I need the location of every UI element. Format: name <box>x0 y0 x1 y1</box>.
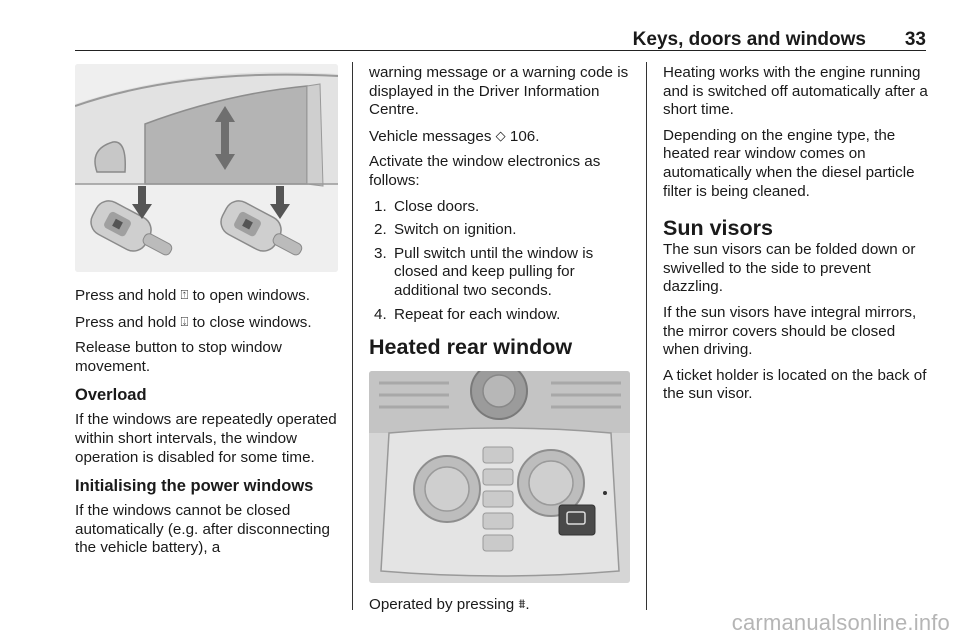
list-item: 4. Repeat for each window. <box>374 305 561 323</box>
sun-visors-heading: Sun visors <box>663 216 773 241</box>
list-item: 3. Pull switch until the window is closed and keep pulling for additional two seconds. <box>374 244 594 299</box>
initialising-heading: Initialising the power windows <box>75 477 314 496</box>
window-key-illustration <box>75 64 338 272</box>
vehicle-messages-ref: Vehicle messages ◇ 106. <box>369 127 540 145</box>
column-right <box>663 64 931 411</box>
column-divider <box>352 62 353 610</box>
heated-rear-window-icon: ⩩ <box>518 596 526 612</box>
climate-panel-illustration <box>369 371 630 583</box>
page-number: 33 <box>904 29 926 50</box>
initialising-text: If the windows cannot be closed automatically (e.g. after disconnecting the vehicle battery), a <box>75 502 330 557</box>
column-left <box>75 64 340 558</box>
overload-text: If the windows are repeatedly operated within short intervals, the window operation is disabled for some time. <box>75 411 337 466</box>
column-middle <box>369 64 634 615</box>
activation-steps <box>369 198 634 325</box>
operated-text: Operated by pressing ⩩. <box>369 596 530 614</box>
list-item: 1. Close doors. <box>374 197 480 215</box>
engine-type-text: Depending on the engine type, the heated rear window comes on automatically when the diesel particle filter is being cleaned. <box>663 126 915 200</box>
activate-intro: Activate the window electronics as follows: <box>369 153 601 189</box>
page-header <box>75 28 926 52</box>
warning-continuation: warning message or a warning code is displayed in the Driver Information Centre. <box>369 64 629 119</box>
column-divider <box>646 62 647 610</box>
heating-text: Heating works with the engine running and is switched off automatically after a short time. <box>663 64 928 119</box>
list-item: 2. Switch on ignition. <box>374 221 517 239</box>
sun-visors-text: The sun visors can be folded down or swivelled to the side to prevent dazzling. <box>663 241 916 296</box>
open-instruction: Press and hold ⍐ to open windows. <box>75 287 310 304</box>
window-open-icon: ⍐ <box>180 287 189 302</box>
page-reference-icon: ◇ <box>495 127 506 143</box>
window-close-icon: ⍗ <box>180 313 189 329</box>
overload-heading: Overload <box>75 386 147 405</box>
watermark: carmanualsonline.info <box>731 610 950 635</box>
ticket-holder-text: A ticket holder is located on the back of the sun visor. <box>663 366 927 403</box>
section-title: Keys, doors and windows <box>632 29 866 50</box>
release-instruction: Release button to stop window movement. <box>75 339 282 375</box>
header-rule <box>75 50 926 51</box>
close-instruction: Press and hold ⍗ to close windows. <box>75 313 312 331</box>
sun-visors-mirrors-text: If the sun visors have integral mirrors, the mirror covers should be closed when driving. <box>663 303 917 359</box>
heated-rear-window-heading: Heated rear window <box>369 335 573 360</box>
